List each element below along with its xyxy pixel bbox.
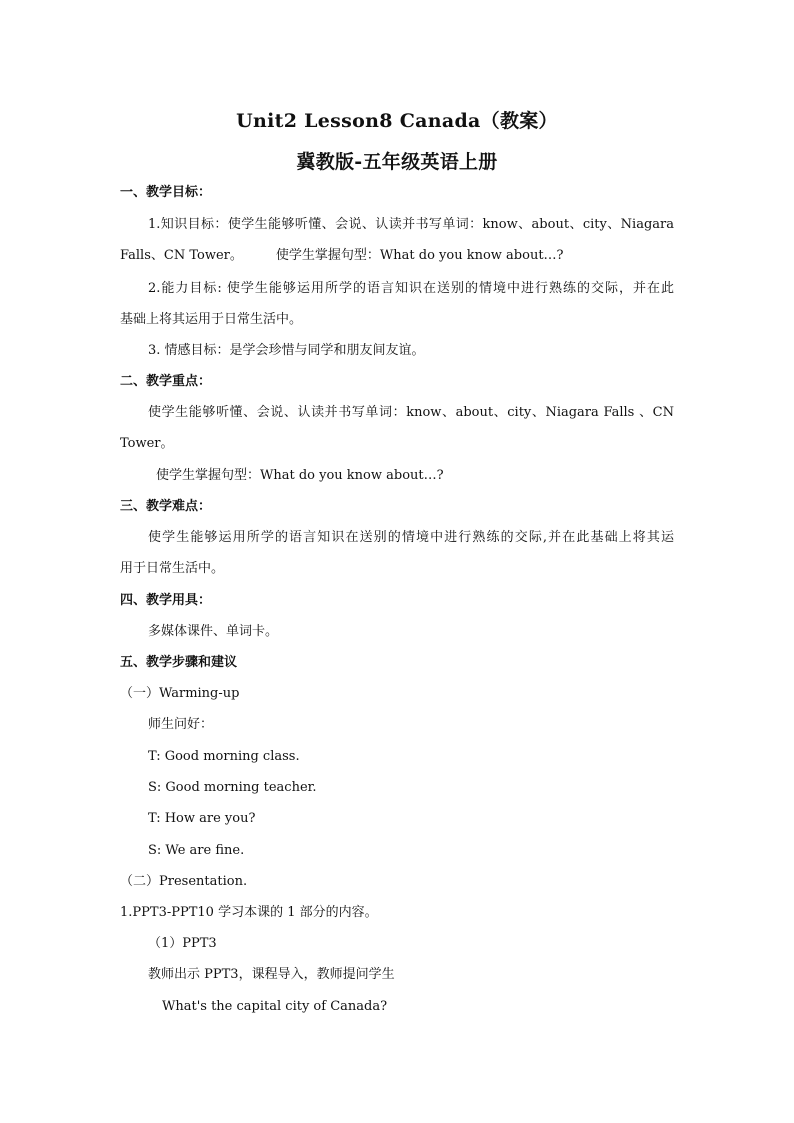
step-presentation: （二）Presentation. xyxy=(120,874,248,889)
warming-up-line5: S: We are fine. xyxy=(148,843,245,858)
objective-emotion: 3. 情感目标：是学会珍惜与同学和朋友间友谊。 xyxy=(148,343,425,358)
document-title: Unit2 Lesson8 Canada（教案） xyxy=(236,110,558,132)
document-subtitle: 冀教版-五年级英语上册 xyxy=(296,151,498,173)
section-heading-objectives: 一、教学目标： xyxy=(120,185,212,200)
objective-ability-line2: 基础上将其运用于日常生活中。 xyxy=(120,312,303,327)
presentation-line1: 1.PPT3-PPT10 学习本课的 1 部分的内容。 xyxy=(120,905,378,920)
difficulties-line1: 使学生能够运用所学的语言知识在送别的情境中进行熟练的交际,并在此基础上将其运 xyxy=(148,530,674,545)
section-heading-key-points: 二、教学重点： xyxy=(120,374,212,389)
difficulties-line2: 用于日常生活中。 xyxy=(120,561,225,576)
key-points-line1: 使学生能够听懂、会说、认读并书写单词：know、about、city、Niagara Falls 、CN xyxy=(148,405,674,420)
key-points-line3: 使学生掌握句型：What do you know about…? xyxy=(156,468,444,483)
warming-up-line2: T: Good morning class. xyxy=(148,749,300,764)
objective-knowledge-line2: Falls、CN Tower。 使学生掌握句型：What do you know about…? xyxy=(120,248,564,263)
warming-up-line4: T: How are you? xyxy=(148,811,256,826)
presentation-line3: 教师出示 PPT3，课程导入，教师提问学生 xyxy=(148,967,395,982)
presentation-line4: What's the capital city of Canada? xyxy=(162,999,388,1014)
section-heading-difficulties: 三、教学难点： xyxy=(120,499,212,514)
warming-up-line3: S: Good morning teacher. xyxy=(148,780,317,795)
objective-ability-line1: 2.能力目标: 使学生能够运用所学的语言知识在送别的情境中进行熟练的交际，并在此 xyxy=(148,281,674,296)
presentation-line2: （1）PPT3 xyxy=(148,936,217,951)
section-heading-materials: 四、教学用具： xyxy=(120,593,212,608)
key-points-line2: Tower。 xyxy=(120,436,174,451)
section-heading-steps: 五、教学步骤和建议 xyxy=(120,655,238,670)
step-warming-up: （一）Warming-up xyxy=(120,686,240,701)
materials-line1: 多媒体课件、单词卡。 xyxy=(148,624,279,639)
warming-up-line1: 师生问好： xyxy=(148,717,214,732)
objective-knowledge-line1: 1.知识目标：使学生能够听懂、会说、认读并书写单词：know、about、city、Niagara xyxy=(148,217,674,232)
